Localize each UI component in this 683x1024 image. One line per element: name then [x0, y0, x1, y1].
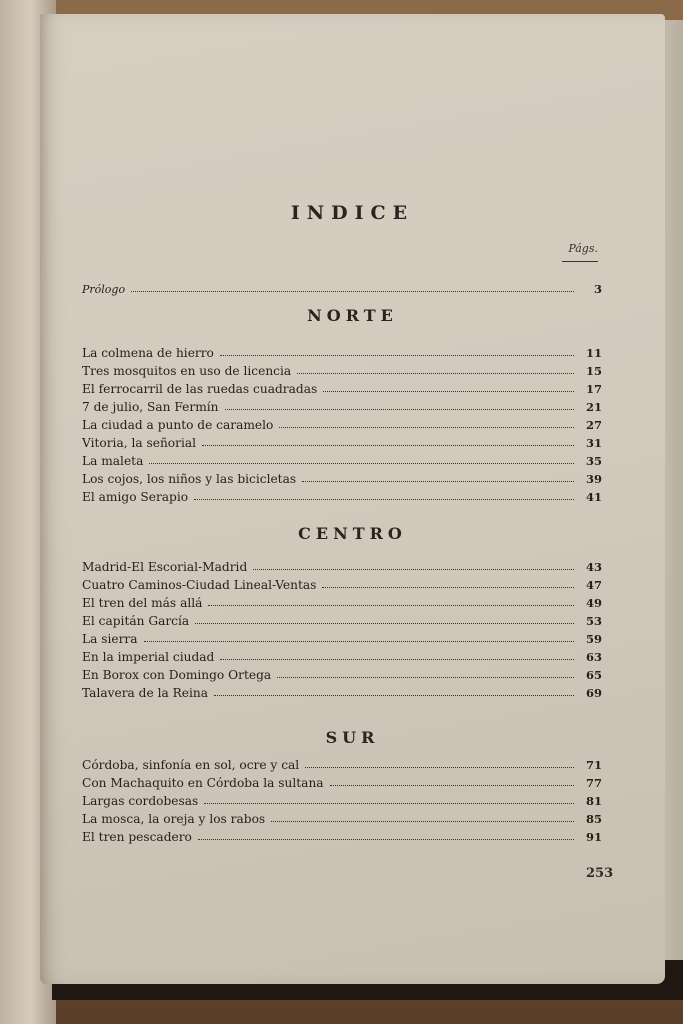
- entry-page: 31: [585, 436, 602, 450]
- dot-leader: [279, 427, 574, 428]
- entry-page: 21: [585, 400, 602, 414]
- entry-page: 85: [585, 812, 602, 826]
- pages-column-label: Págs.: [562, 242, 598, 262]
- dot-leader: [204, 803, 574, 804]
- entry-title: Madrid-El Escorial-Madrid: [82, 560, 248, 574]
- toc-entry: [82, 610, 602, 628]
- entry-page: 47: [585, 578, 602, 592]
- toc-entry: [82, 772, 602, 790]
- dot-leader: [214, 695, 574, 696]
- entry-page: 41: [585, 490, 602, 504]
- entry-page: 17: [585, 382, 602, 396]
- dot-leader: [198, 839, 574, 840]
- entry-page: 91: [585, 830, 602, 844]
- entry-title: La colmena de hierro: [82, 346, 214, 360]
- toc-entry: [82, 450, 602, 468]
- entry-page: 39: [585, 472, 602, 486]
- toc-entry: [82, 808, 602, 826]
- entry-title: Prólogo: [82, 283, 126, 296]
- entry-page: 15: [585, 364, 602, 378]
- entry-title: Con Machaquito en Córdoba la sultana: [82, 776, 324, 790]
- entry-title: En la imperial ciudad: [82, 650, 215, 664]
- toc-entry: [82, 682, 602, 700]
- entry-title: El tren pescadero: [82, 830, 192, 844]
- entry-page: 49: [585, 596, 602, 610]
- book-page: [40, 14, 665, 984]
- entry-title: Cuatro Caminos-Ciudad Lineal-Ventas: [82, 578, 317, 592]
- dot-leader: [208, 605, 574, 606]
- entry-page: 63: [585, 650, 602, 664]
- dot-leader: [297, 373, 574, 374]
- toc-entry: [82, 342, 602, 360]
- dot-leader: [149, 463, 574, 464]
- toc-entry: [82, 592, 602, 610]
- entry-title: El capitán García: [82, 614, 190, 628]
- entry-title: La mosca, la oreja y los rabos: [82, 812, 266, 826]
- toc-entry: [82, 360, 602, 378]
- entry-title: Córdoba, sinfonía en sol, ocre y cal: [82, 758, 300, 772]
- dot-leader: [302, 481, 574, 482]
- entry-page: 27: [585, 418, 602, 432]
- toc-entry: [82, 574, 602, 592]
- dot-leader: [220, 659, 574, 660]
- entry-title: La sierra: [82, 632, 138, 646]
- dot-leader: [202, 445, 574, 446]
- dot-leader: [305, 767, 574, 768]
- entry-title: La maleta: [82, 454, 144, 468]
- dot-leader: [131, 291, 574, 292]
- dot-leader: [330, 785, 574, 786]
- entry-page: 81: [585, 794, 602, 808]
- entry-title: En Borox con Domingo Ortega: [82, 668, 272, 682]
- dot-leader: [322, 587, 574, 588]
- entry-title: La ciudad a punto de caramelo: [82, 418, 274, 432]
- dot-leader: [225, 409, 575, 410]
- toc-entry: [82, 414, 602, 432]
- toc-entry: [82, 378, 602, 396]
- page-number: 253: [586, 866, 614, 881]
- entry-title: El tren del más allá: [82, 596, 203, 610]
- entry-title: 7 de julio, San Fermín: [82, 400, 219, 414]
- entry-title: El ferrocarril de las ruedas cuadradas: [82, 382, 318, 396]
- entry-page: 69: [585, 686, 602, 700]
- page-title: INDICE: [290, 202, 415, 224]
- dot-leader: [195, 623, 574, 624]
- entry-page: 65: [585, 668, 602, 682]
- dot-leader: [144, 641, 574, 642]
- toc-entry: [82, 646, 602, 664]
- toc-entry: [82, 628, 602, 646]
- dot-leader: [323, 391, 574, 392]
- dot-leader: [220, 355, 574, 356]
- entry-page: 59: [585, 632, 602, 646]
- section-heading-norte: NORTE: [307, 306, 398, 325]
- toc-entry: [82, 664, 602, 682]
- entry-title: Largas cordobesas: [82, 794, 199, 808]
- toc-entry: [82, 468, 602, 486]
- toc-entry-prologue: [82, 278, 602, 296]
- entry-page: 3: [593, 282, 602, 296]
- entry-title: Tres mosquitos en uso de licencia: [82, 364, 292, 378]
- entry-page: 43: [585, 560, 602, 574]
- entry-title: Los cojos, los niños y las bicicletas: [82, 472, 297, 486]
- section-heading-sur: SUR: [325, 728, 380, 747]
- entry-page: 71: [585, 758, 602, 772]
- dot-leader: [277, 677, 574, 678]
- entry-page: 53: [585, 614, 602, 628]
- dot-leader: [253, 569, 574, 570]
- entry-title: Vitoria, la señorial: [82, 436, 197, 450]
- toc-entry: [82, 790, 602, 808]
- toc-entry: [82, 754, 602, 772]
- toc-entry: [82, 486, 602, 504]
- toc-entry: [82, 826, 602, 844]
- entry-title: Talavera de la Reina: [82, 686, 209, 700]
- toc-entry: [82, 556, 602, 574]
- entry-title: El amigo Serapio: [82, 490, 189, 504]
- toc-entry: [82, 396, 602, 414]
- dot-leader: [194, 499, 574, 500]
- entry-page: 11: [585, 346, 602, 360]
- entry-page: 77: [585, 776, 602, 790]
- toc-entry: [82, 432, 602, 450]
- entry-page: 35: [585, 454, 602, 468]
- dot-leader: [271, 821, 574, 822]
- section-heading-centro: CENTRO: [298, 524, 407, 543]
